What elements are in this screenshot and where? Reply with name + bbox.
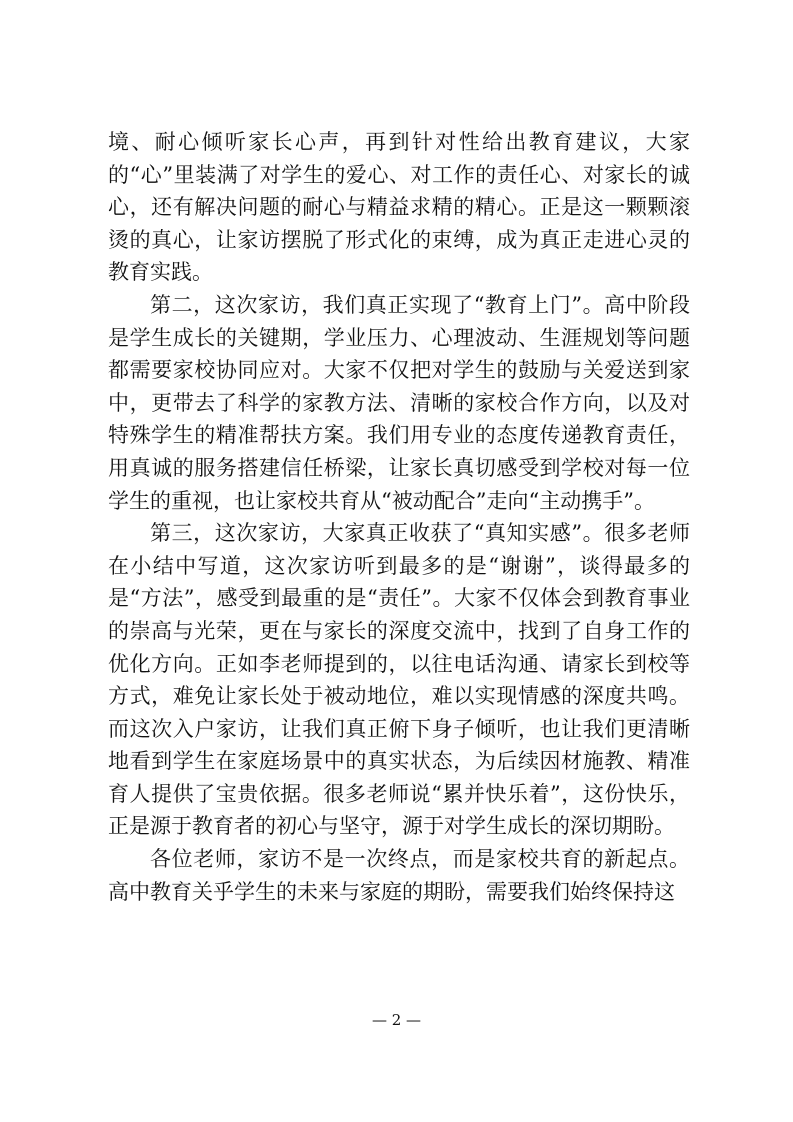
paragraph-1: 境、耐心倾听家长心声，再到针对性给出教育建议，大家的“心”里装满了对学生的爱心、对工作的责任心、对家长的诚心，还有解决问题的耐心与精益求精的精心。正是这一颗颗滚烫的真心，让家访摆脱了形式化的束缚，成为真正走进心灵的教育实践。 [108,130,690,285]
paragraph-3: 第三，这次家访，大家真正收获了“真知实感”。很多老师在小结中写道，这次家访听到最多的是“谢谢”，谈得最多的是“方法”，感受到最重的是“责任”。大家不仅体会到教育事业的崇高与光荣，更在与家长的深度交流中，找到了自身工作的优化方向。正如李老师提到的，以往电话沟通、请家长到校等方式，难免让家长处于被动地位，难以实现情感的深度共鸣。而这次入户家访，让我们真正俯下身子倾听，也让我们更清晰地看到学生在家庭场景中的真实状态，为后续因材施教、精准育人提供了宝贵依据。很多老师说“累并快乐着”，这份快乐，正是源于教育者的初心与坚守，源于对学生成长的深切期盼。 [108,521,690,839]
page-number: — 2 — [371,1011,422,1029]
paragraph-4: 各位老师，家访不是一次终点，而是家校共育的新起点。高中教育关乎学生的未来与家庭的期盼，需要我们始终保持这 [108,847,690,904]
paragraph-2: 第二，这次家访，我们真正实现了“教育上门”。高中阶段是学生成长的关键期，学业压力、心理波动、生涯规划等问题都需要家校协同应对。大家不仅把对学生的鼓励与关爱送到家中，更带去了科学的家教方法、清晰的家校合作方向，以及对特殊学生的精准帮扶方案。我们用专业的态度传递教育责任，用真诚的服务搭建信任桥梁，让家长真切感受到学校对每一位学生的重视，也让家校共育从“被动配合”走向“主动携手”。 [108,292,690,513]
document-body [108,126,690,908]
